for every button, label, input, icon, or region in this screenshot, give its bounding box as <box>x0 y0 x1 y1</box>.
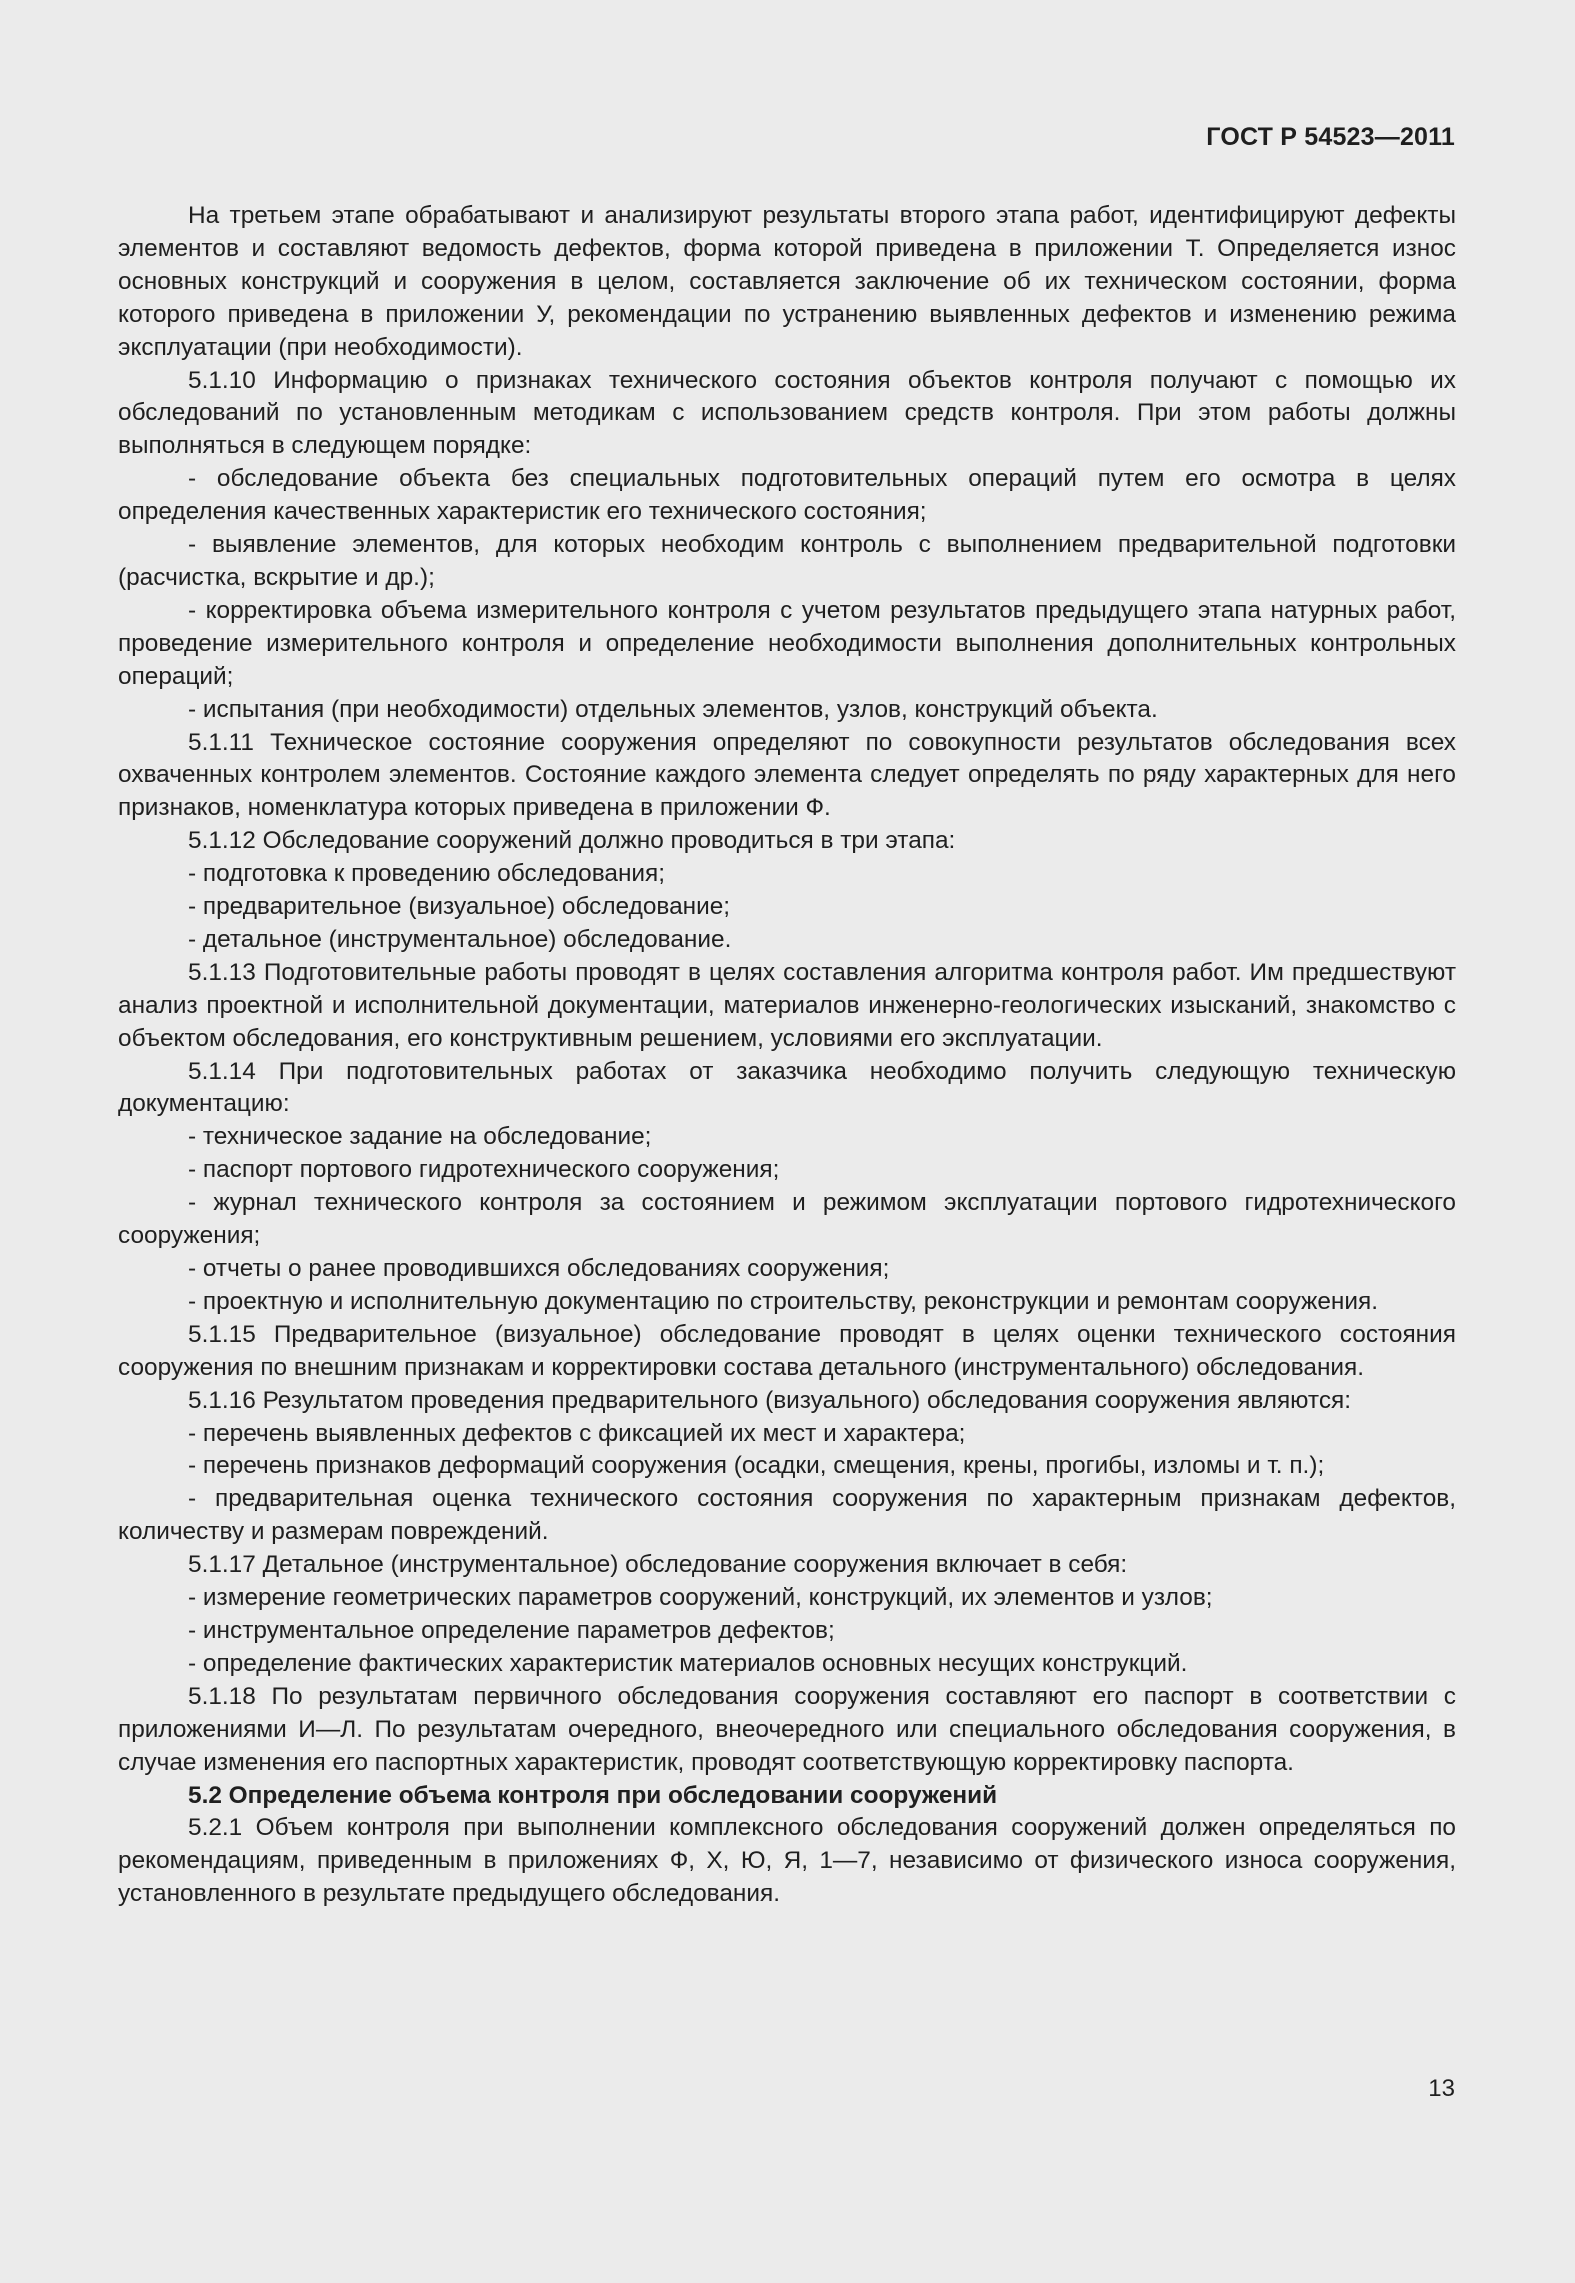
list-item: - техническое задание на обследование; <box>188 1123 652 1151</box>
list-item: - перечень выявленных дефектов с фиксацией их мест и характера; <box>188 1419 966 1447</box>
paragraph: На третьем этапе обрабатывают и анализируют результаты второго этапа работ, идентифицируют дефекты элементов и составляют ведомость дефектов, форма которой приведена в приложении Т. Определяется износ основных конструкций и сооружения в целом, составляется заключение об их техническом состоянии, форма которого приведена в приложении У, рекомендации по устранению выявленных дефектов и изменению режима эксплуатации (при необходимости). <box>118 202 1456 361</box>
paragraph: 5.1.13 Подготовительные работы проводят в целях составления алгоритма контроля работ. Им предшествуют анализ проектной и исполнительной документации, материалов инженерно-геологических изысканий, знакомство с объектом обследования, его конструктивным решением, условиями его эксплуатации. <box>118 958 1456 1052</box>
list-item: - паспорт портового гидротехнического сооружения; <box>188 1156 780 1184</box>
list-item: - корректировка объема измерительного контроля с учетом результатов предыдущего этапа натурных работ, проведение измерительного контроля и определение необходимости выполнения дополнительных контрольных операций; <box>118 596 1456 690</box>
list-item: - подготовка к проведению обследования; <box>188 860 666 888</box>
list-item: - инструментальное определение параметров дефектов; <box>188 1616 835 1644</box>
list-item: - обследование объекта без специальных подготовительных операций путем его осмотра в целях определения качественных характеристик его технического состояния; <box>118 465 1456 526</box>
list-item: - определение фактических характеристик материалов основных несущих конструкций. <box>188 1649 1188 1677</box>
list-item: - отчеты о ранее проводившихся обследованиях сооружения; <box>188 1255 890 1282</box>
list-item: - измерение геометрических параметров сооружений, конструкций, их элементов и узлов; <box>188 1584 1213 1612</box>
paragraph: 5.1.16 Результатом проведения предварительного (визуального) обследования сооружения являются: <box>188 1386 1352 1414</box>
section-heading: 5.2 Определение объема контроля при обследовании сооружений <box>188 1781 998 1809</box>
standard-number-header: ГОСТ Р 54523—2011 <box>1206 123 1455 151</box>
paragraph: 5.1.10 Информацию о признаках технического состояния объектов контроля получают с помощью их обследований по установленным методикам с использованием средств контроля. При этом работы должны выполняться в следующем порядке: <box>118 366 1456 460</box>
list-item: - перечень признаков деформаций сооружения (осадки, смещения, крены, прогибы, изломы и т. п.); <box>188 1452 1325 1480</box>
list-item: - проектную и исполнительную документацию по строительству, реконструкции и ремонтам сооружения. <box>188 1287 1378 1315</box>
paragraph: 5.2.1 Объем контроля при выполнении комплексного обследования сооружений должен определяться по рекомендациям, приведенным в приложениях Ф, Х, Ю, Я, 1—7, независимо от физического износа сооружения, установленного в результате предыдущего обследования. <box>118 1814 1456 1908</box>
list-item: - детальное (инструментальное) обследование. <box>188 925 732 953</box>
page-number: 13 <box>1428 2075 1455 2102</box>
list-item: - предварительное (визуальное) обследование; <box>188 893 731 921</box>
paragraph: 5.1.11 Техническое состояние сооружения определяют по совокупности результатов обследования всех охваченных контролем элементов. Состояние каждого элемента следует определять по ряду характерных для него признаков, номенклатура которых приведена в приложении Ф. <box>118 728 1456 822</box>
document-body <box>118 200 1456 1911</box>
paragraph: 5.1.14 При подготовительных работах от заказчика необходимо получить следующую техническую документацию: <box>118 1057 1456 1118</box>
paragraph: 5.1.17 Детальное (инструментальное) обследование сооружения включает в себя: <box>188 1551 1128 1579</box>
list-item: - выявление элементов, для которых необходим контроль с выполнением предварительной подготовки (расчистка, вскрытие и др.); <box>118 531 1456 591</box>
list-item: - испытания (при необходимости) отдельных элементов, узлов, конструкций объекта. <box>188 695 1158 723</box>
list-item: - журнал технического контроля за состоянием и режимом эксплуатации портового гидротехнического сооружения; <box>118 1189 1456 1250</box>
paragraph: 5.1.12 Обследование сооружений должно проводиться в три этапа: <box>188 827 956 855</box>
paragraph: 5.1.15 Предварительное (визуальное) обследование проводят в целях оценки технического состояния сооружения по внешним признакам и корректировки состава детального (инструментального) обследования. <box>118 1320 1456 1381</box>
paragraph: 5.1.18 По результатам первичного обследования сооружения составляют его паспорт в соответствии с приложениями И—Л. По результатам очередного, внеочередного или специального обследования сооружения, в случае изменения его паспортных характеристик, проводят соответствующую корректировку паспорта. <box>118 1682 1456 1776</box>
list-item: - предварительная оценка технического состояния сооружения по характерным признакам дефектов, количеству и размерам повреждений. <box>118 1485 1456 1546</box>
